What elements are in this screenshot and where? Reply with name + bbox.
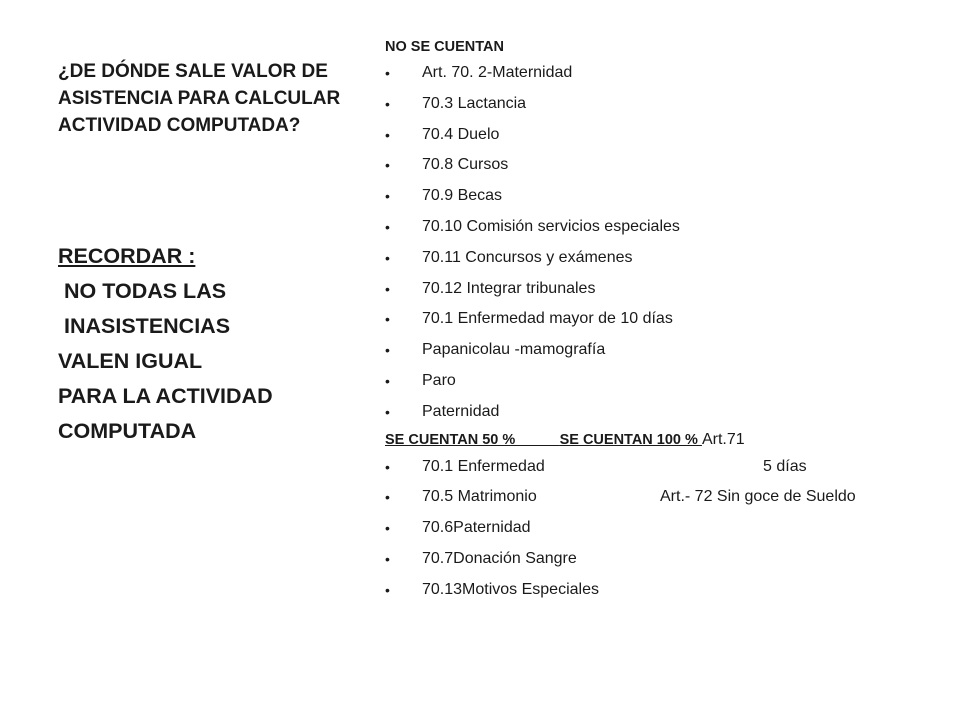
bullet-icon: • <box>385 489 390 506</box>
list-item <box>385 181 945 212</box>
list-item <box>385 304 945 335</box>
bullet-icon: • <box>385 581 390 598</box>
counted-art-label: Art.71 <box>701 430 745 448</box>
bullet-icon: • <box>385 342 390 359</box>
list-item <box>385 150 945 181</box>
list-item-text: 70.4 Duelo <box>422 125 500 143</box>
table-row <box>385 513 945 544</box>
list-item-text: Paro <box>422 371 456 389</box>
table-row <box>385 575 945 606</box>
counted-list <box>385 452 945 606</box>
question-heading: ¿DE DÓNDE SALE VALOR DE ASISTENCIA PARA CALCULAR ACTIVIDAD COMPUTADA? <box>58 61 341 136</box>
bullet-icon: • <box>385 280 390 297</box>
list-item-text: 70.9 Becas <box>422 187 503 205</box>
counted-100-label: SE CUENTAN 100 % <box>559 431 702 448</box>
bullet-icon: • <box>385 218 390 235</box>
right-column <box>385 36 945 606</box>
bullet-icon: • <box>385 311 390 328</box>
list-item-text: 70.8 Cursos <box>422 156 509 174</box>
bullet-icon: • <box>385 126 390 143</box>
list-item-text: Paternidad <box>422 402 500 420</box>
left-column <box>58 58 358 449</box>
row-label: 70.13Motivos Especiales <box>422 580 599 598</box>
bullet-icon: • <box>385 372 390 389</box>
bullet-icon: • <box>385 458 390 475</box>
list-item <box>385 58 945 89</box>
counted-50-label: SE CUENTAN 50 % <box>385 431 560 448</box>
list-item <box>385 89 945 120</box>
list-item-text: 70.10 Comisión servicios especiales <box>422 217 680 235</box>
remember-heading: RECORDAR : <box>58 244 196 268</box>
remember-line-2: VALEN IGUAL <box>58 349 203 373</box>
row-label: 70.5 Matrimonio <box>422 488 537 506</box>
list-item <box>385 243 945 274</box>
list-item <box>385 120 945 151</box>
not-counted-title: NO SE CUENTAN <box>385 39 504 55</box>
row-label: 70.7Donación Sangre <box>422 549 577 567</box>
bullet-icon: • <box>385 95 390 112</box>
not-counted-list <box>385 58 945 428</box>
bullet-icon: • <box>385 520 390 537</box>
bullet-icon: • <box>385 550 390 567</box>
list-item-text: Papanicolau -mamografía <box>422 341 606 359</box>
list-item <box>385 212 945 243</box>
list-item-text: Art. 70. 2-Maternidad <box>422 64 573 81</box>
list-item <box>385 397 945 428</box>
bullet-icon: • <box>385 65 390 81</box>
list-item <box>385 335 945 366</box>
remember-block <box>58 239 358 449</box>
remember-line-3: PARA LA ACTIVIDAD COMPUTADA <box>58 384 273 443</box>
list-item-text: 70.12 Integrar tribunales <box>422 279 596 297</box>
row-label: 70.1 Enfermedad <box>422 457 545 475</box>
table-row <box>385 544 945 575</box>
bullet-icon: • <box>385 403 390 420</box>
row-value: 5 días <box>763 457 807 475</box>
row-value: Art.- 72 Sin goce de Sueldo <box>660 488 856 506</box>
list-item-text: 70.11 Concursos y exámenes <box>422 248 633 266</box>
table-row <box>385 482 945 513</box>
remember-line-1: NO TODAS LAS INASISTENCIAS <box>64 279 231 338</box>
table-row <box>385 452 945 483</box>
bullet-icon: • <box>385 249 390 266</box>
counted-header <box>385 428 945 452</box>
list-item-text: 70.3 Lactancia <box>422 94 527 112</box>
list-item <box>385 366 945 397</box>
list-item-text: 70.1 Enfermedad mayor de 10 días <box>422 310 673 328</box>
bullet-icon: • <box>385 157 390 174</box>
bullet-icon: • <box>385 188 390 205</box>
row-label: 70.6Paternidad <box>422 519 531 537</box>
list-item <box>385 274 945 305</box>
